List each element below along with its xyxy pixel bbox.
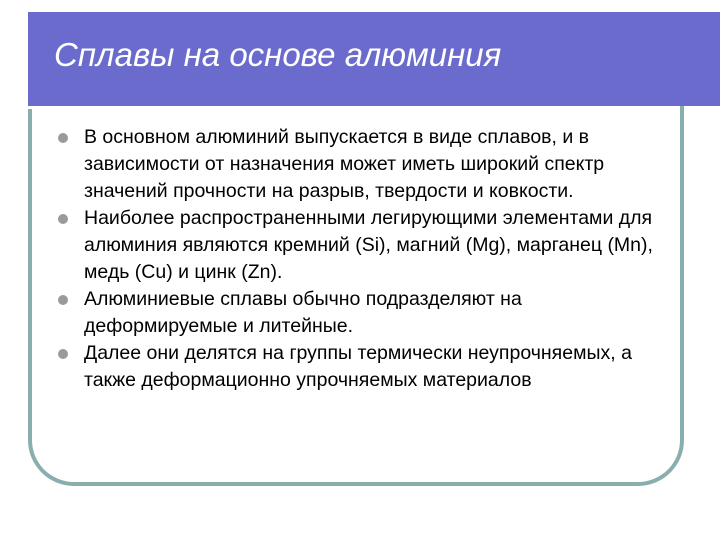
bullet-dot-icon bbox=[58, 214, 68, 224]
bullet-text: Далее они делятся на группы термически неупрочняемых, а также деформационно упрочняемых материалов bbox=[84, 342, 632, 391]
bullet-item bbox=[58, 124, 668, 205]
bullet-list bbox=[58, 124, 668, 394]
title-underline bbox=[28, 106, 666, 109]
bullet-text: Наиболее распространенными легирующими элементами для алюминия являются кремний (Si), магний (Mg), марганец (Mn), медь (Cu) и цинк (Zn). bbox=[84, 207, 653, 283]
bullet-item bbox=[58, 205, 668, 286]
bullet-dot-icon bbox=[58, 295, 68, 305]
bullet-dot-icon bbox=[58, 133, 68, 143]
bullet-item bbox=[58, 286, 668, 340]
bullet-dot-icon bbox=[58, 349, 68, 359]
slide-title: Сплавы на основе алюминия bbox=[54, 36, 502, 73]
bullet-item bbox=[58, 340, 668, 394]
bullet-text: Алюминиевые сплавы обычно подразделяют на деформируемые и литейные. bbox=[84, 288, 522, 337]
bullet-text: В основном алюминий выпускается в виде сплавов, и в зависимости от назначения может иметь широкий спектр значений прочности на разрыв, твердости и ковкости. bbox=[84, 126, 605, 202]
